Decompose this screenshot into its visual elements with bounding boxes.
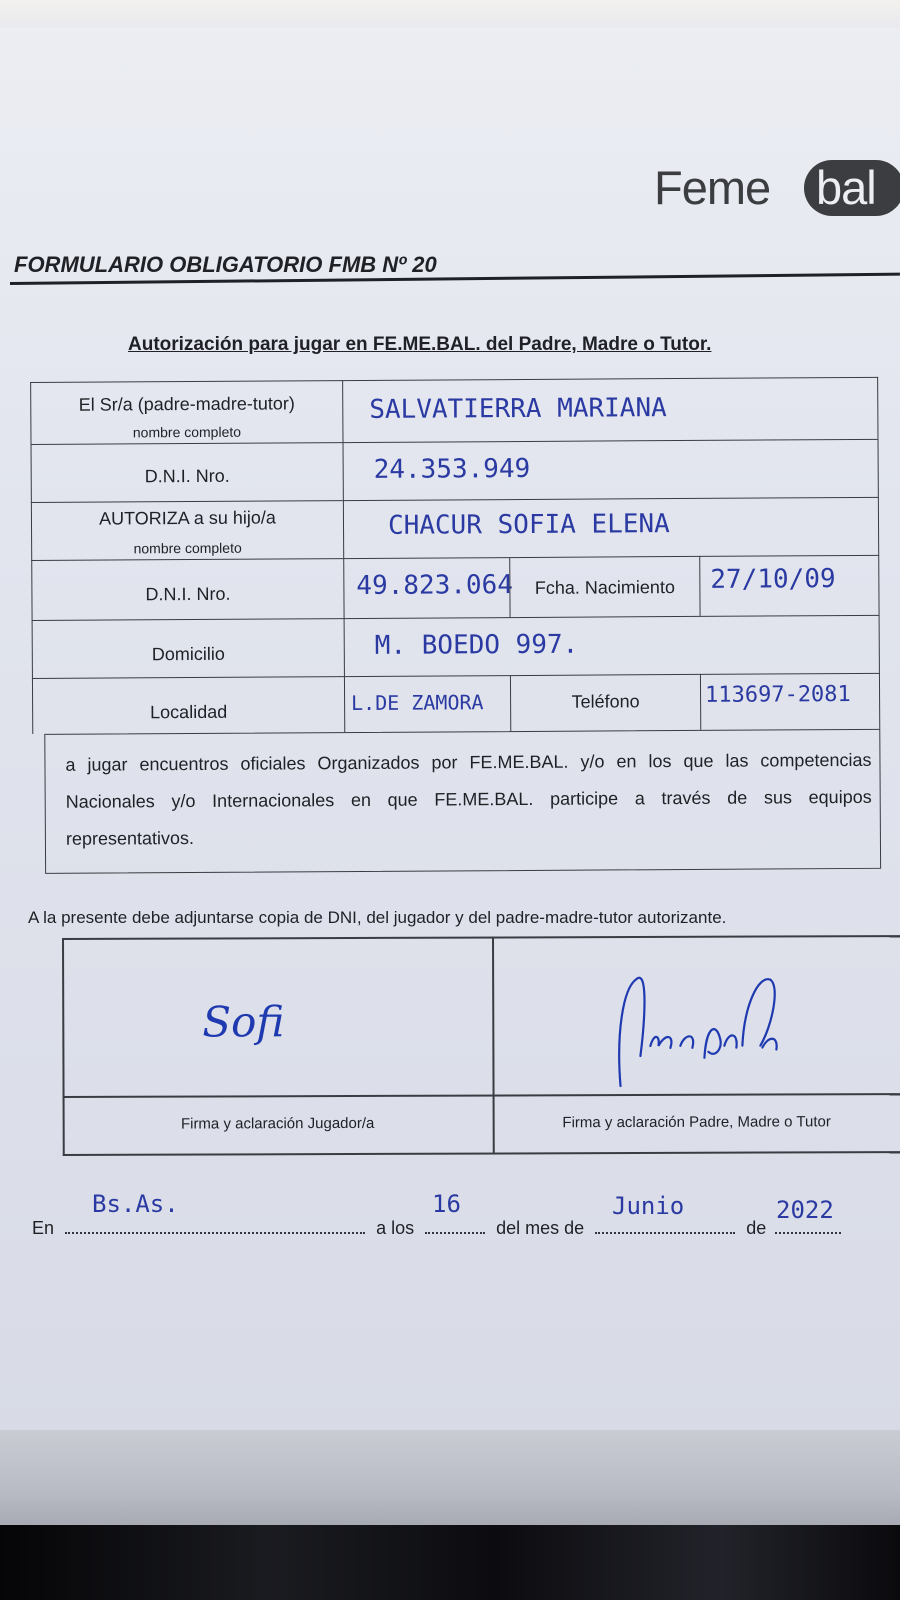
en-label: En xyxy=(32,1218,55,1238)
child-label: AUTORIZA a su hijo/a xyxy=(99,507,276,529)
phone-value: 113697-2081 xyxy=(704,681,851,708)
signature-table xyxy=(62,935,900,1156)
date-place-line xyxy=(32,1218,841,1239)
child-name-value: CHACUR SOFIA ELENA xyxy=(387,509,670,541)
day-value: 16 xyxy=(432,1190,461,1218)
city-label: Localidad xyxy=(150,701,228,723)
month-value: Junio xyxy=(612,1192,685,1220)
parent-dni-label: D.N.I. Nro. xyxy=(144,465,230,487)
parent-name-row xyxy=(30,377,878,444)
child-sublabel: nombre completo xyxy=(133,539,242,557)
parent-sublabel: nombre completo xyxy=(132,423,242,441)
authorization-paragraph: a jugar encuentros oficiales Organizados por FE.ME.BAL. y/o en los que las competencias Nacionales y/o Internacionales en que FE.ME.BAL. participe a través de sus equipos representativos. xyxy=(65,749,872,849)
authorization-text-row xyxy=(32,729,881,874)
form-subtitle: Autorización para jugar en FE.ME.BAL. del Padre, Madre o Tutor. xyxy=(128,334,712,355)
address-row xyxy=(32,615,880,678)
parent-signature-drawing xyxy=(610,965,790,1096)
phone-label: Teléfono xyxy=(571,691,640,712)
underlying-sheet xyxy=(0,1430,900,1530)
child-dni-row xyxy=(31,555,879,620)
parent-name-value: SALVATIERRA MARIANA xyxy=(369,393,667,425)
attachment-note: A la presente debe adjuntarse copia de DNI, del jugador y del padre-madre-tutor autorizante. xyxy=(28,908,727,927)
parent-signature-label: Firma y aclaración Padre, Madre o Tutor xyxy=(562,1113,831,1132)
sheet-top-edge xyxy=(0,0,900,28)
document-sheet: Feme bal FORMULARIO OBLIGATORIO FMB Nº 20 Autorización para jugar en FE.ME.BAL. del Padre, Madre o Tutor. El Sr/a (padre-madre-tutor) nombre completo SALVATIERRA MARIANA D.N.I. Nro. 24.353.949 AUTORIZA a su hijo/a nombre completo CHACUR SOFIA ELENA D.N.I. Nro. 49.823.064 Fcha. Nacimiento 27/10/09 Domicilio M. BOEDO 997. Localidad L.DE ZAMORA Teléfono 113697-2081 a jugar encuentros oficiales Organizados por FE.ME.BAL. y/o en los que las competencias Nacionales y/o Internacionales en que FE.ME.BAL. participe a través de sus equipos representativos. A la presente debe adjuntarse copia de DNI, del jugador y del padre-madre-tutor autorizante. Sofi Firma y aclaración Jugador/a Firma y aclaración Padre, Madre o Tutor En a los del mes de de Bs.As. 16 Junio 2022 xyxy=(0,0,900,1440)
parent-label: El Sr/a (padre-madre-tutor) xyxy=(78,393,295,415)
player-signature-label: Firma y aclaración Jugador/a xyxy=(180,1114,375,1133)
birth-date-label: Fcha. Nacimiento xyxy=(534,577,675,598)
child-name-row xyxy=(31,497,879,560)
child-dni-value: 49.823.064 xyxy=(356,570,514,602)
authorization-table xyxy=(30,355,881,880)
a-los-label: a los xyxy=(376,1218,415,1238)
child-dni-label: D.N.I. Nro. xyxy=(145,583,231,605)
player-signature[interactable]: Sofi xyxy=(202,997,285,1047)
parent-dni-row xyxy=(31,439,879,502)
year-value: 2022 xyxy=(776,1196,834,1224)
de-label: de xyxy=(746,1218,767,1238)
city-phone-row xyxy=(32,673,880,734)
parent-dni-value: 24.353.949 xyxy=(373,453,531,485)
address-value: M. BOEDO 997. xyxy=(374,629,579,661)
birth-date-value: 27/10/09 xyxy=(710,564,836,595)
address-label: Domicilio xyxy=(151,643,225,665)
background-surface xyxy=(0,1525,900,1600)
city-value: L.DE ZAMORA xyxy=(351,690,484,716)
mes-label: del mes de xyxy=(496,1218,585,1238)
form-title: FORMULARIO OBLIGATORIO FMB Nº 20 xyxy=(14,252,437,277)
place-value: Bs.As. xyxy=(92,1190,179,1218)
